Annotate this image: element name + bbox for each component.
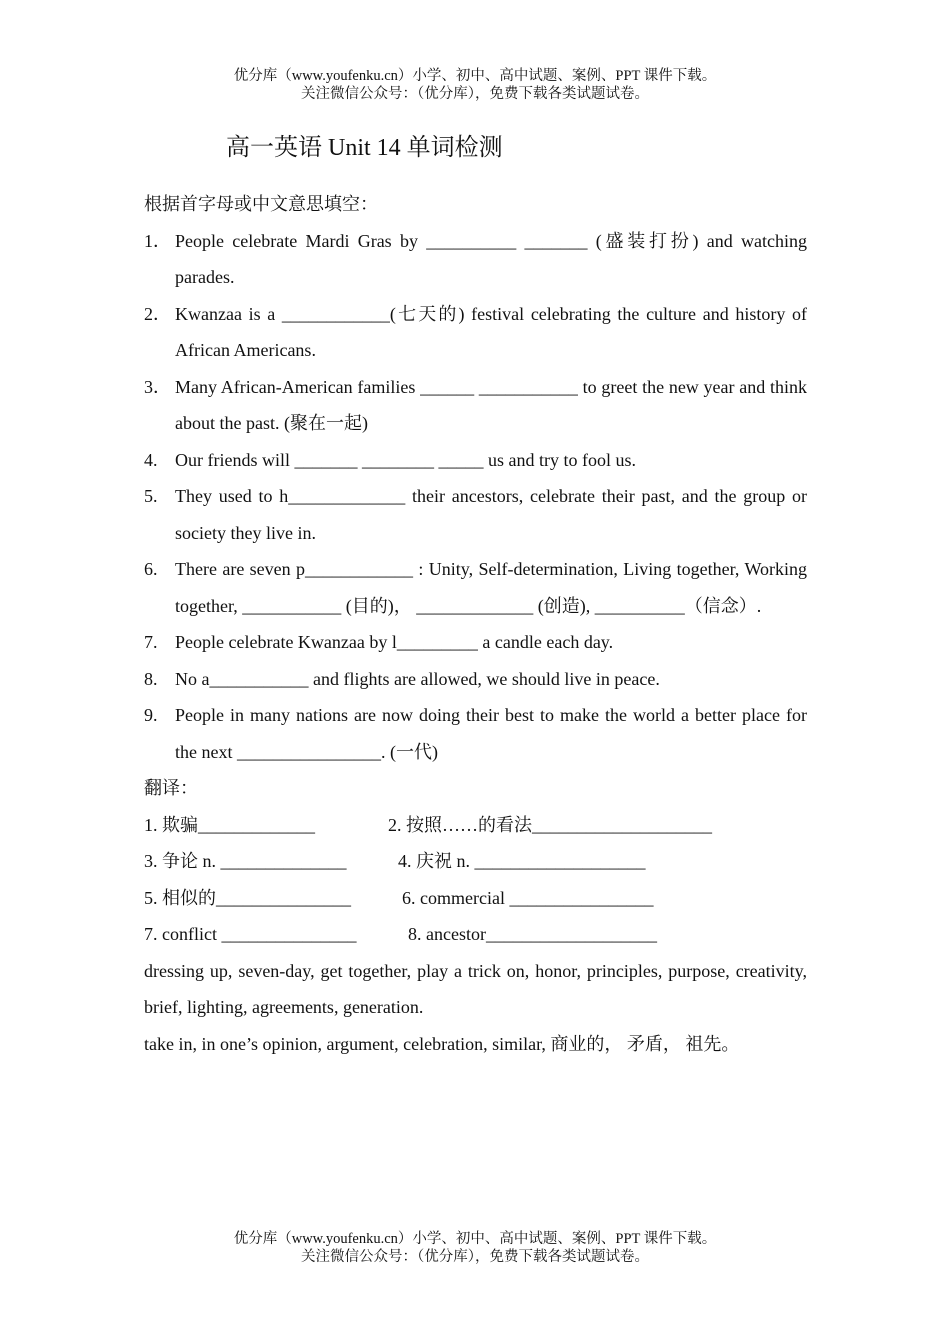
question-number: 5. <box>144 486 158 506</box>
header-line-2: 关注微信公众号：（优分库），免费下载各类试题试卷。 <box>301 86 649 102</box>
question-number: 6. <box>144 559 158 579</box>
question-number: 7. <box>144 632 158 652</box>
question-item <box>144 369 807 442</box>
translation-item: 3. 争论 n. ______________ <box>144 851 347 871</box>
question-number: 4. <box>144 449 158 470</box>
translation-item: 8. ancestor___________________ <box>408 924 657 944</box>
translation-item: 6. commercial ________________ <box>402 887 654 908</box>
question-text: Many African-American families ______ ___________ to greet the new year and think about the past. (聚在一起) <box>175 376 807 433</box>
question-item <box>144 551 807 624</box>
question-number: 2． <box>144 303 171 324</box>
question-item <box>144 296 807 369</box>
question-number: 1． <box>144 230 171 251</box>
question-text: No a___________ and flights are allowed, we should live in peace. <box>175 668 660 689</box>
question-number: 9. <box>144 705 158 725</box>
question-text: Kwanzaa is a ____________(七天的) festival celebrating the culture and history of African Americans. <box>175 303 807 360</box>
question-item <box>144 661 807 698</box>
translation-item: 5. 相似的_______________ <box>144 887 351 908</box>
worksheet-body <box>144 186 807 1062</box>
question-text: People celebrate Kwanzaa by l_________ a candle each day. <box>175 632 614 652</box>
question-number: 3． <box>144 376 171 397</box>
question-item <box>144 442 807 479</box>
question-text: Our friends will _______ ________ _____ us and try to fool us. <box>175 449 636 470</box>
translation-item: 7. conflict _______________ <box>144 924 357 944</box>
question-number: 8. <box>144 668 158 689</box>
footer-line-1: 优分库（www.youfenku.cn）小学、初中、高中试题、案例、PPT 课件下载。 <box>233 1231 717 1247</box>
translation-item: 2. 按照……的看法____________________ <box>388 814 712 835</box>
translation-row <box>144 843 807 880</box>
answer-key-line-2: take in, in one’s opinion, argument, celebration, similar, 商业的， 矛盾， 祖先。 <box>144 1033 740 1054</box>
translation-item: 4. 庆祝 n. ___________________ <box>398 851 646 871</box>
translation-row <box>144 807 807 844</box>
question-text: There are seven p____________ : Unity, Self-determination, Living together, Working together, ___________ (目的)， _____________ (创造), __________（信念）. <box>175 559 807 616</box>
question-text: People in many nations are now doing their best to make the world a better place for the next ________________. (一代) <box>175 705 807 762</box>
instruction: 根据首字母或中文意思填空： <box>144 194 378 214</box>
question-item <box>144 697 807 770</box>
question-text: People celebrate Mardi Gras by __________ _______ (盛装打扮) and watching parades. <box>175 230 807 287</box>
translation-heading: 翻译： <box>144 778 198 798</box>
question-item <box>144 223 807 296</box>
header-line-1: 优分库（www.youfenku.cn）小学、初中、高中试题、案例、PPT 课件下载。 <box>233 68 717 84</box>
question-text: They used to h_____________ their ancestors, celebrate their past, and the group or society they live in. <box>175 486 807 543</box>
answer-key-line-1: dressing up, seven-day, get together, play a trick on, honor, principles, purpose, creativity, brief, lighting, agreements, generation. <box>144 960 807 1017</box>
translation-row <box>144 916 807 953</box>
question-item <box>144 624 807 661</box>
question-item <box>144 478 807 551</box>
translation-row <box>144 880 807 917</box>
footer-line-2: 关注微信公众号：（优分库），免费下载各类试题试卷。 <box>301 1249 649 1265</box>
worksheet-title: 高一英语 Unit 14 单词检测 <box>226 135 503 161</box>
page-footer <box>0 1230 950 1266</box>
page-header <box>0 67 950 103</box>
translation-item: 1. 欺骗_____________ <box>144 814 315 835</box>
